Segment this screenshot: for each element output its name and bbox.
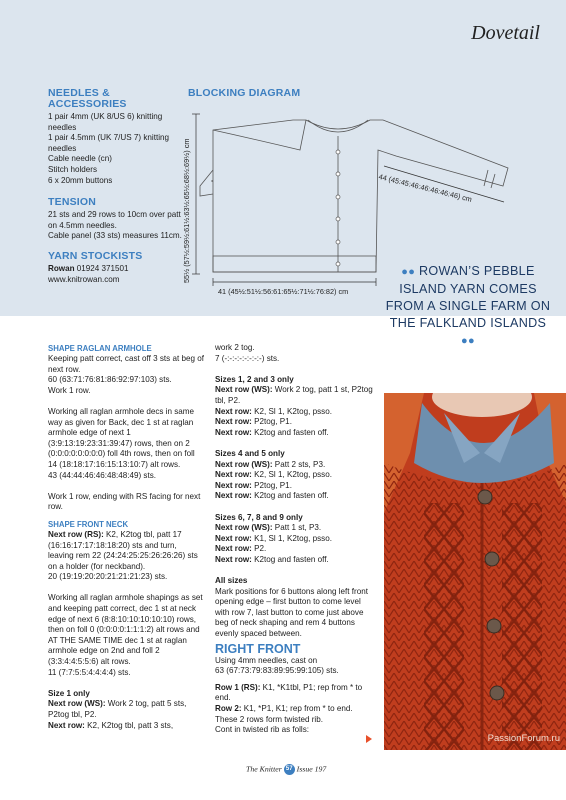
paragraph: Row 1 (RS): K1, *K1tbl, P1; rep from * to end. (215, 682, 363, 703)
paragraph: Next row (WS): Work 2 tog, patt 5 sts, P2tog tbl, P2. (48, 699, 187, 719)
paragraph: Next row (WS): Work 2 tog, patt 1 st, P2tog tbl, P2. (215, 385, 373, 405)
height-measure-label: 55½ (57½:59½:61½:63½:65½:68½:69½) cm (182, 138, 191, 283)
tension-text (48, 210, 186, 242)
paragraph: 63 (67:73:79:83:89:95:99:105) sts. (215, 666, 339, 676)
yarn-stockists-heading: YARN STOCKISTS (48, 250, 143, 262)
needles-line: 6 x 20mm buttons (48, 175, 113, 185)
paragraph: These 2 rows form twisted rib. (215, 714, 323, 724)
paragraph: Next row: P2tog, P1. (215, 417, 292, 427)
paragraph: Next row (RS): K2, K2tog tbl, patt 17 (16:16:17:17:18:18:20) sts and turn, leaving rem 22 (24:24:25:25:26:26:26) sts on a holder (for neckband). (48, 529, 198, 571)
page-title: Dovetail (471, 22, 540, 44)
section-heading: SHAPE RAGLAN ARMHOLE (48, 344, 152, 353)
paragraph: 7 (-:-:-:-:-:-:-:-) sts. (215, 353, 280, 363)
instructions-column-1 (48, 343, 204, 731)
size-heading: Sizes 6, 7, 8 and 9 only (215, 512, 303, 522)
yarn-web: www.knitrowan.com (48, 274, 120, 284)
paragraph: Next row: P2. (215, 544, 267, 554)
yarn-phone: 01924 371501 (76, 264, 129, 273)
section-heading-right-front: RIGHT FRONT (215, 641, 301, 656)
tension-line: 21 sts and 29 rows to 10cm over patt on 4.5mm needles. (48, 210, 181, 230)
paragraph: Next row: K2, Sl 1, K2tog, psso. (215, 470, 332, 480)
paragraph: Next row: K2tog and fasten off. (215, 491, 329, 501)
needles-list (48, 112, 180, 186)
section-heading: SHAPE FRONT NECK (48, 519, 129, 529)
paragraph: Row 2: K1, *P1, K1; rep from * to end. (215, 704, 353, 713)
paragraph: 43 (44:44:46:46:48:48:49) sts. (48, 470, 156, 480)
needles-heading: NEEDLES & ACCESSORIES (48, 87, 127, 110)
paragraph: Work 1 row. (48, 385, 91, 395)
paragraph: 60 (63:71:76:81:86:92:97:103) sts. (48, 375, 172, 385)
page-number: 57 (284, 764, 295, 775)
paragraph: 20 (19:19:20:20:21:21:21:23) sts. (48, 572, 168, 582)
width-measure-label: 41 (45½:51½:56:61:65½:71½:76:82) cm (218, 287, 349, 296)
pull-quote (384, 263, 552, 350)
continue-arrow-icon (366, 735, 372, 743)
size-heading: All sizes (215, 576, 248, 586)
quote-dots-icon: ●● (461, 335, 475, 347)
paragraph: Work 1 row, ending with RS facing for next row. (48, 491, 201, 512)
yarn-brand: Rowan (48, 264, 75, 273)
magazine-name: The Knitter (246, 764, 282, 774)
paragraph: Working all raglan armhole shapings as set and keeping patt correct, dec 1 st at neck edge of next 6 (8:8:10:10:10:10:10) rows, then on foll 0 (0:0:0:0:1:1:1:2) alt rows and AT THE SAME TIME dec 1 st at raglan armhole edge on 2nd and foll 2 (3:3:4:4:5:5:6) alt rows. (48, 593, 203, 667)
instructions-column-2 (215, 343, 375, 736)
needles-line: Stitch holders (48, 164, 98, 174)
tension-line: Cable panel (33 sts) measures 11cm. (48, 231, 182, 241)
paragraph: Next row: K1, Sl 1, K2tog, psso. (215, 533, 332, 543)
paragraph: Keeping patt correct, cast off 3 sts at beg of next row. (48, 354, 204, 374)
paragraph: Next row (WS): Patt 2 sts, P3. (215, 459, 326, 469)
garment-photo (384, 393, 566, 750)
paragraph: Cont in twisted rib as folls: (215, 725, 310, 735)
size-heading: Sizes 1, 2 and 3 only (215, 374, 294, 384)
needles-line: 1 pair 4.5mm (UK 7/US 7) knitting needles (48, 133, 169, 153)
paragraph: Working all raglan armhole decs in same way as given for Back, dec 1 st at raglan armhole edge of next 1 (3:9:13:19:23:31:39:47) rows, then on 2 (0:0:0:0:0:0:0:0) foll 4th rows, then on foll 14 (18:18:17:16:15:13:10:7) alt rows. (48, 406, 195, 469)
paragraph: Next row (WS): Patt 1 st, P3. (215, 523, 322, 533)
watermark: PassionForum.ru (487, 733, 560, 744)
yarn-stockists (48, 264, 186, 285)
quote-dots-icon: ●● (401, 266, 416, 278)
paragraph: Mark positions for 6 buttons along left front opening edge – first button to come level with row 7, last button to come just above beg of neck shaping and rem 4 buttons evenly spaced between. (215, 586, 368, 639)
paragraph: Next row: K2, Sl 1, K2tog, psso. (215, 406, 332, 416)
issue-number: Issue 197 (296, 764, 327, 774)
pull-quote-text: ROWAN’S PEBBLE ISLAND YARN COMES FROM A SINGLE FARM ON THE FALKLAND ISLANDS (385, 264, 551, 330)
needles-line: Cable needle (cn) (48, 154, 112, 164)
paragraph: Next row: K2, K2tog tbl, patt 3 sts, (48, 720, 174, 730)
paragraph: 11 (7:7:5:5:4:4:4:4) sts. (48, 667, 131, 677)
paragraph: Using 4mm needles, cast on (215, 655, 318, 665)
blocking-diagram-heading: BLOCKING DIAGRAM (188, 87, 301, 99)
sleeve-measure-label: 44 (45:45:46:46:46:46:46) cm (377, 172, 473, 204)
size-heading: Size 1 only (48, 688, 90, 698)
size-heading: Sizes 4 and 5 only (215, 448, 285, 458)
tension-heading: TENSION (48, 196, 97, 208)
paragraph: Next row: K2tog and fasten off. (215, 554, 329, 564)
needles-line: 1 pair 4mm (UK 8/US 6) knitting needles (48, 112, 163, 132)
paragraph: Next row: K2tog and fasten off. (215, 427, 329, 437)
footer (246, 764, 326, 775)
paragraph: Next row: P2tog, P1. (215, 480, 292, 490)
paragraph: work 2 tog. (215, 343, 255, 352)
